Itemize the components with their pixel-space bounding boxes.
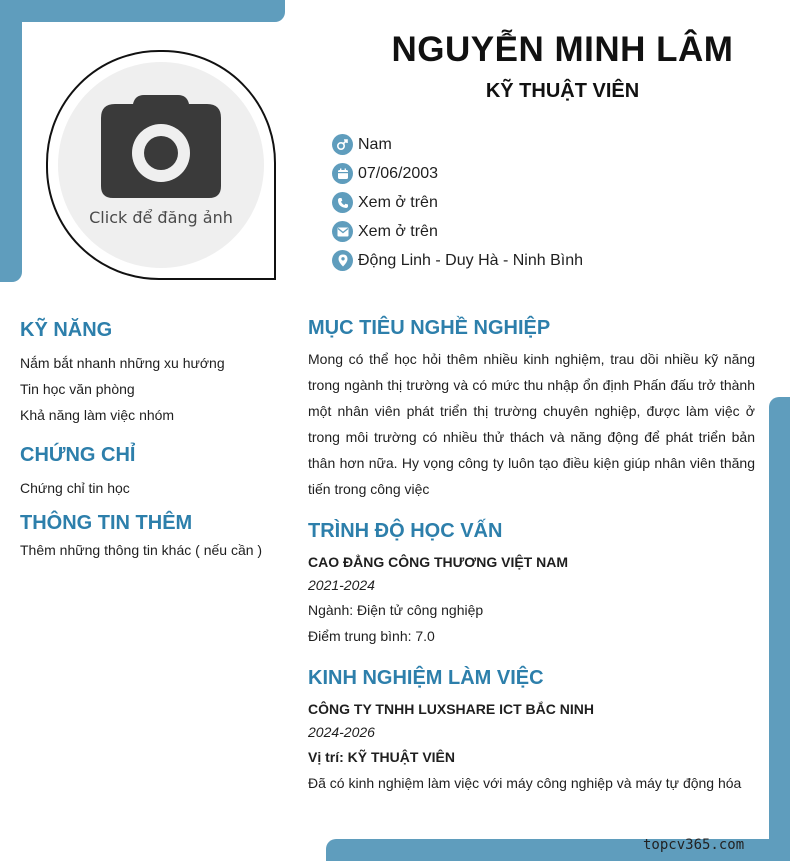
decor-bar-left (0, 0, 22, 282)
calendar-icon (332, 163, 353, 184)
skill-item: Khả năng làm việc nhóm (20, 407, 175, 423)
education-gpa: Điểm trung bình: 7.0 (308, 628, 435, 644)
gender-icon (332, 134, 353, 155)
phone-icon (332, 192, 353, 213)
education-period: 2021-2024 (308, 577, 375, 593)
info-gender (332, 130, 583, 159)
decor-bar-top (0, 0, 285, 22)
info-phone-text: Xem ở trên (358, 193, 438, 211)
info-email-text: Xem ở trên (358, 222, 438, 240)
candidate-name: NGUYỄN MINH LÂM (391, 30, 734, 69)
skill-item: Tin học văn phòng (20, 381, 135, 397)
experience-position: Vị trí: KỸ THUẬT VIÊN (308, 749, 456, 765)
extra-info-text: Thêm những thông tin khác ( nếu cần ) (20, 542, 263, 558)
info-address (332, 246, 583, 275)
photo-frame (46, 50, 276, 280)
photo-upload-button[interactable] (58, 62, 264, 268)
watermark: topcv365.com (643, 837, 745, 853)
extra-info-title: THÔNG TIN THÊM (20, 512, 193, 534)
email-icon (332, 221, 353, 242)
objective-title: MỤC TIÊU NGHỀ NGHIỆP (308, 317, 551, 339)
info-phone (332, 188, 583, 217)
skill-item: Nắm bắt nhanh những xu hướng (20, 355, 225, 371)
info-birthdate (332, 159, 583, 188)
info-birthdate-text: 07/06/2003 (358, 164, 439, 182)
photo-upload-label: Click để đăng ảnh (89, 208, 233, 227)
objective-text: Mong có thể học hỏi thêm nhiều kinh nghiệm, trau dồi nhiều kỹ năng trong ngành thị trường và có mức thu nhập ổn định Phấn đấu trở thành một nhân viên phát triển thị trường chuyên nghiệp, được làm việc ở trong môi trường có nhiều thử thách và năng động để phát triển bản thân hơn nữa. Hy vọng công ty luôn tạo điều kiện giúp nhân viên thăng tiến trong công việc (308, 351, 755, 497)
experience-description: Đã có kinh nghiệm làm việc với máy công nghiệp và máy tự động hóa (308, 775, 742, 791)
location-icon (332, 250, 353, 271)
job-title: KỸ THUẬT VIÊN (485, 80, 640, 102)
experience-company: CÔNG TY TNHH LUXSHARE ICT BẮC NINH (308, 701, 594, 717)
experience-title: KINH NGHIỆM LÀM VIỆC (308, 667, 544, 689)
info-address-text: Động Linh - Duy Hà - Ninh Bình (358, 251, 583, 269)
education-title: TRÌNH ĐỘ HỌC VẤN (308, 520, 503, 542)
education-school: CAO ĐẲNG CÔNG THƯƠNG VIỆT NAM (308, 554, 568, 570)
info-email (332, 217, 583, 246)
experience-period: 2024-2026 (308, 724, 375, 740)
skills-title: KỸ NĂNG (20, 319, 113, 341)
certificate-item: Chứng chỉ tin học (20, 480, 130, 496)
certificates-title: CHỨNG CHỈ (20, 444, 136, 466)
info-gender-text: Nam (358, 135, 392, 153)
decor-bar-right (769, 397, 790, 841)
education-major: Ngành: Điện tử công nghiệp (308, 602, 484, 618)
camera-icon (99, 92, 223, 200)
personal-info (332, 130, 583, 275)
